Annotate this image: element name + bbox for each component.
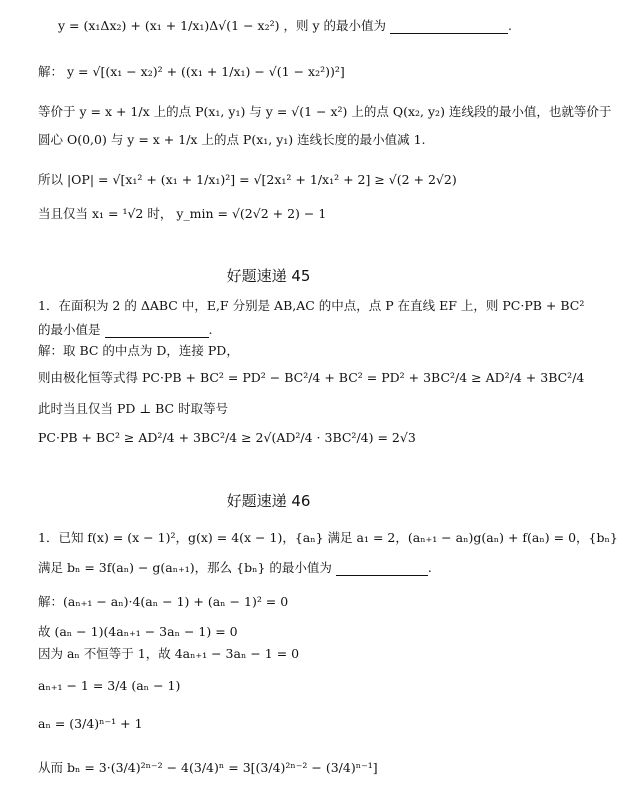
h45-identity-line: 则由极化恒等式得 PC·PB + BC² = PD² − BC²/4 + BC² = PD² + 3BC²/4 ≥ AD²/4 + 3BC²/4 [38, 370, 585, 385]
h45-solution-line: 解：取 BC 的中点为 D，连接 PD， [38, 343, 239, 358]
h46-step-3: 因为 aₙ 不恒等于 1，故 4aₙ₊₁ − 3aₙ − 1 = 0 [38, 646, 300, 661]
h45-question-end: . [208, 322, 213, 337]
h45-equality-condition: 此时当且仅当 PD ⊥ BC 时取等号 [38, 401, 229, 416]
h45-question-line-1: 1．在面积为 2 的 ΔABC 中，E,F 分别是 AB,AC 的中点，点 P 在直线 EF 上，则 PC·PB + BC² [38, 298, 585, 313]
q44-statement [58, 18, 517, 34]
h45-question-text: 的最小值是 [38, 322, 101, 337]
h46-step-4: aₙ₊₁ − 1 = 3/4 (aₙ − 1) [38, 678, 181, 693]
answer-blank[interactable] [336, 575, 428, 576]
h46-step-5: aₙ = (3/4)ⁿ⁻¹ + 1 [38, 716, 143, 731]
h46-question-line-1: 1．已知 f(x) = (x − 1)²，g(x) = 4(x − 1)，{aₙ} 满足 a₁ = 2，(aₙ₊₁ − aₙ)g(aₙ) + f(aₙ) = 0，{bₙ} [38, 530, 618, 545]
h46-question-line-2 [38, 560, 517, 576]
q44-solution [38, 64, 517, 80]
q44-end: . [507, 18, 512, 33]
section-title-46: 好题速递 46 [226, 492, 311, 510]
answer-blank[interactable] [105, 337, 209, 338]
h46-step-2: 故 (aₙ − 1)(4aₙ₊₁ − 3aₙ − 1) = 0 [38, 624, 238, 639]
h45-question-line-2 [38, 322, 517, 338]
q44-lhs: y = [58, 18, 80, 33]
solution-label: 解： [38, 64, 64, 79]
section-title-45: 好题速递 45 [226, 267, 311, 285]
h46-step-1: 解：(aₙ₊₁ − aₙ)·4(aₙ − 1) + (aₙ − 1)² = 0 [38, 594, 289, 609]
h46-question-end: . [427, 560, 432, 575]
solution-expression: y = √[(x₁ − x₂)² + ((x₁ + 1/x₁) − √(1 − x₂²))²] [67, 64, 345, 79]
h45-final-line: PC·PB + BC² ≥ AD²/4 + 3BC²/4 ≥ 2√(AD²/4 · 3BC²/4) = 2√3 [38, 430, 416, 445]
q44-tail: ，则 y 的最小值为 [283, 18, 386, 33]
q44-so-line: 所以 |OP| = √[x₁² + (x₁ + 1/x₁)²] = √[2x₁² + 1/x₁² + 2] ≥ √(2 + 2√2) [38, 172, 457, 187]
q44-when-line: 当且仅当 x₁ = ¹√2 时， y_min = √(2√2 + 2) − 1 [38, 206, 327, 221]
q44-equivalence-line-2: 圆心 O(0,0) 与 y = x + 1/x 上的点 P(x₁, y₁) 连线长度的最小值减 1. [38, 132, 426, 147]
h46-step-6: 从而 bₙ = 3·(3/4)²ⁿ⁻² − 4(3/4)ⁿ = 3[(3/4)²ⁿ⁻² − (3/4)ⁿ⁻¹] [38, 760, 378, 775]
answer-blank[interactable] [390, 33, 508, 34]
q44-rhs: (x₁Δx₂) + (x₁ + 1/x₁)Δ√(1 − x₂²) [83, 18, 280, 33]
q44-equivalence-line-1: 等价于 y = x + 1/x 上的点 P(x₁, y₁) 与 y = √(1 − x²) 上的点 Q(x₂, y₂) 连线段的最小值，也就等价于 [38, 104, 612, 119]
h46-question-text: 满足 bₙ = 3f(aₙ) − g(aₙ₊₁)，那么 {bₙ} 的最小值为 [38, 560, 332, 575]
